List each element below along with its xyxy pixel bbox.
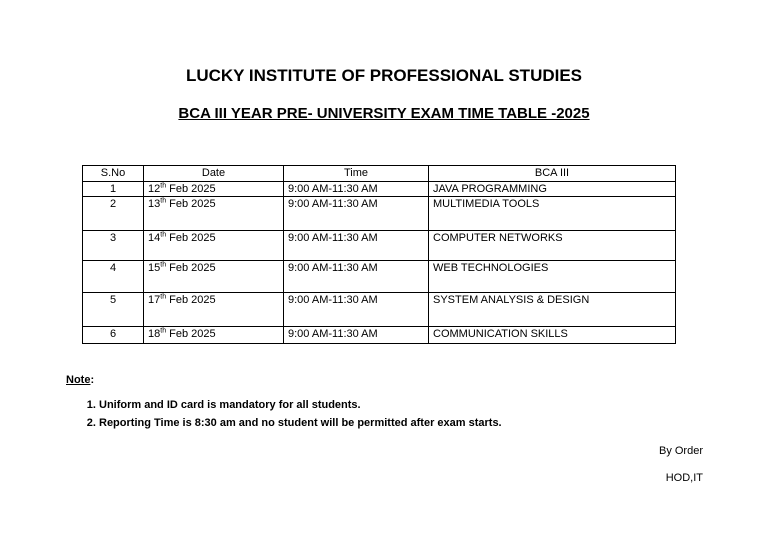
- row-time: 9:00 AM-11:30 AM: [284, 293, 429, 327]
- note-item: 1. Uniform and ID card is mandatory for all students.: [99, 396, 502, 414]
- row-date: 14th Feb 2025: [144, 231, 284, 261]
- table-row: [83, 231, 676, 261]
- institute-title: LUCKY INSTITUTE OF PROFESSIONAL STUDIES: [185, 66, 583, 85]
- row-subject: MULTIMEDIA TOOLS: [429, 197, 676, 231]
- row-subject: WEB TECHNOLOGIES: [429, 261, 676, 293]
- column-header-sno: S.No: [83, 166, 144, 182]
- row-date: 13th Feb 2025: [144, 197, 284, 231]
- row-subject: COMMUNICATION SKILLS: [429, 327, 676, 344]
- table-row: [83, 182, 676, 197]
- column-header-time: Time: [284, 166, 429, 182]
- table-header-row: [83, 166, 676, 182]
- row-time: 9:00 AM-11:30 AM: [284, 197, 429, 231]
- row-date: 12th Feb 2025: [144, 182, 284, 197]
- signatory-text: HOD,IT: [665, 472, 703, 484]
- note-item: 2. Reporting Time is 8:30 am and no student will be permitted after exam starts.: [99, 414, 502, 432]
- timetable-subtitle: BCA III YEAR PRE- UNIVERSITY EXAM TIME TABLE -2025: [178, 105, 590, 122]
- row-subject: JAVA PROGRAMMING: [429, 182, 676, 197]
- column-header-course: BCA III: [429, 166, 676, 182]
- row-date: 18th Feb 2025: [144, 327, 284, 344]
- row-date: 17th Feb 2025: [144, 293, 284, 327]
- row-sno: 3: [83, 231, 144, 261]
- column-header-date: Date: [144, 166, 284, 182]
- note-heading: Note:: [66, 374, 95, 386]
- table-row: [83, 197, 676, 231]
- table-row: [83, 293, 676, 327]
- table-row: [83, 327, 676, 344]
- table-row: [83, 261, 676, 293]
- row-sno: 6: [83, 327, 144, 344]
- row-time: 9:00 AM-11:30 AM: [284, 261, 429, 293]
- by-order-text: By Order: [658, 445, 703, 457]
- notes-list: [82, 396, 502, 432]
- row-time: 9:00 AM-11:30 AM: [284, 231, 429, 261]
- row-time: 9:00 AM-11:30 AM: [284, 182, 429, 197]
- row-subject: SYSTEM ANALYSIS & DESIGN: [429, 293, 676, 327]
- row-subject: COMPUTER NETWORKS: [429, 231, 676, 261]
- row-sno: 2: [83, 197, 144, 231]
- row-time: 9:00 AM-11:30 AM: [284, 327, 429, 344]
- exam-timetable: [82, 165, 676, 344]
- row-date: 15th Feb 2025: [144, 261, 284, 293]
- row-sno: 5: [83, 293, 144, 327]
- row-sno: 1: [83, 182, 144, 197]
- row-sno: 4: [83, 261, 144, 293]
